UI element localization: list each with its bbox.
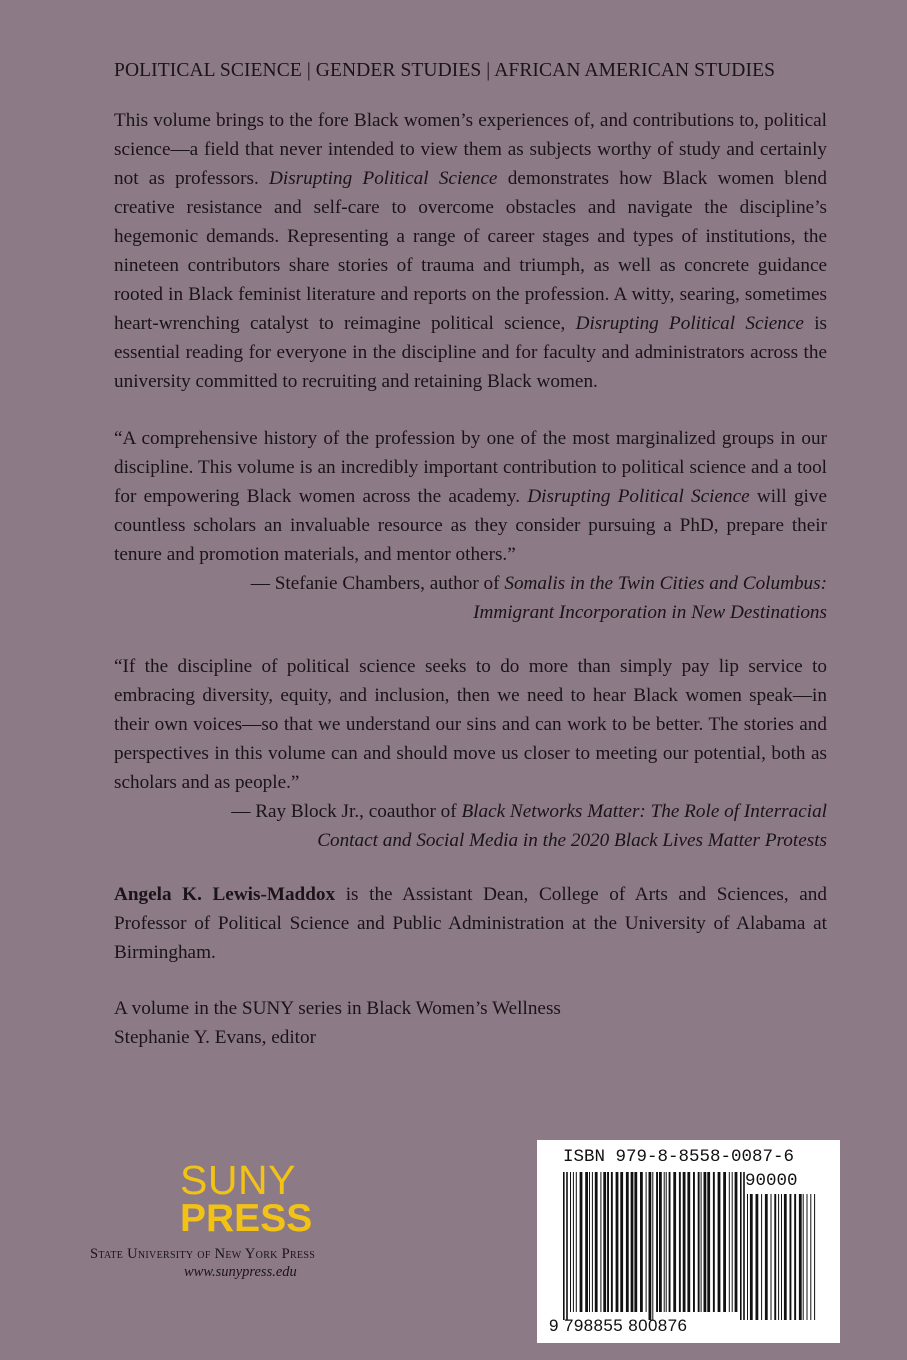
endorsement-quote-2: “If the discipline of political science seeks to do more than simply pay lip service to embracing diversity, equity, and inclusion, then we need to hear Black women speak—in their own voices—so that we understand our sins and can work to be better. The stories and perspectives in this volume can and should move us closer to meeting our potential, both as scholars and as people.”	[114, 656, 827, 793]
barcode-bar	[704, 1172, 707, 1312]
attribution-2-name: — Ray Block Jr., coauthor of	[231, 801, 462, 822]
barcode-bar	[603, 1172, 606, 1312]
attribution-2-book-line-1: Black Networks Matter: The Role of Interracial	[461, 801, 827, 822]
description-part-2: demonstrates how Black women blend creative resistance and self-care to overcome obstacles and navigate the discipline’s hegemonic demands. Representing a range of career stages and types of institutions, the nineteen contributors share stories of trauma and triumph, as well as concrete guidance rooted in Black feminist literature and reports on the profession. A witty, searing, sometimes heart-wrenching catalyst to reimagine political science,	[114, 168, 827, 334]
author-bio	[114, 880, 827, 967]
publisher-name: State University of New York Press	[90, 1246, 316, 1262]
barcode-bar	[585, 1172, 588, 1312]
logo-press-text: PRESS	[180, 1197, 313, 1240]
barcode-bar	[778, 1194, 779, 1320]
quote-1-part-1: “A comprehensive history of the profession by one of the most marginalized groups in our discipline. This volume is an incredibly important contribution to political science and a tool for empowering Black women across the academy.	[114, 428, 827, 507]
book-title-italic: Disrupting Political Science	[527, 486, 750, 507]
attribution-1-book-line-2: Immigrant Incorporation in New Destinations	[473, 602, 827, 623]
barcode-panel	[537, 1140, 840, 1343]
barcode-bar	[732, 1172, 733, 1312]
barcode-bar	[669, 1172, 671, 1312]
barcode-bar	[563, 1172, 565, 1320]
barcode-bar	[649, 1172, 652, 1320]
barcode-bar	[656, 1172, 658, 1312]
barcode-bar	[723, 1172, 726, 1312]
publisher-website: www.sunypress.edu	[184, 1264, 297, 1280]
barcode-bar	[616, 1172, 619, 1312]
barcode-bar	[589, 1172, 590, 1312]
barcode-bar	[607, 1172, 609, 1312]
barcode-bar	[765, 1194, 768, 1320]
isbn-label: ISBN 979-8-8558-0087-6	[563, 1147, 795, 1167]
barcode-bar	[713, 1172, 715, 1312]
quote-1-part-2: will give countless scholars an invaluable resource as they consider pursuing a PhD, prepare their tenure and promotion materials, and mentor others.”	[114, 486, 827, 565]
book-title-italic: Disrupting Political Science	[575, 313, 804, 334]
barcode-bar	[799, 1194, 802, 1320]
description-part-3: is essential reading for everyone in the discipline and for faculty and administrators across the university committed to recruiting and retaining Black women.	[114, 313, 827, 392]
series-info	[114, 994, 827, 1052]
endorsement-quote-1	[114, 424, 827, 569]
subject-categories: POLITICAL SCIENCE | GENDER STUDIES | AFRICAN AMERICAN STUDIES	[114, 60, 776, 81]
barcode-bar	[807, 1194, 808, 1320]
barcode-bar	[634, 1172, 637, 1312]
barcode-bar	[735, 1172, 738, 1312]
book-title-italic: Disrupting Political Science	[269, 168, 498, 189]
barcode-bar	[673, 1172, 676, 1312]
barcode-bar	[595, 1172, 598, 1312]
barcode-bar	[640, 1172, 643, 1312]
barcode-bar	[631, 1172, 634, 1312]
barcode-bar	[747, 1194, 748, 1320]
barcode-bar	[580, 1172, 583, 1312]
barcode-bar	[790, 1194, 792, 1320]
barcode-bar	[652, 1172, 653, 1320]
barcode-bar	[566, 1172, 568, 1320]
barcode-bar	[718, 1172, 721, 1312]
attribution-2-book-line-2: Contact and Social Media in the 2020 Black Lives Matter Protests	[317, 830, 827, 851]
author-name: Angela K. Lewis-Maddox	[114, 884, 336, 905]
barcode-bar	[664, 1172, 665, 1312]
barcode-bar	[781, 1194, 782, 1320]
series-editor: Stephanie Y. Evans, editor	[114, 1027, 316, 1048]
barcode-bar	[679, 1172, 681, 1312]
series-line: A volume in the SUNY series in Black Women’s Wellness	[114, 998, 561, 1019]
barcode-bar	[576, 1172, 577, 1312]
book-description	[114, 106, 827, 396]
barcode-bar	[698, 1172, 700, 1312]
barcode-bar	[761, 1194, 762, 1320]
author-bio-text: is the Assistant Dean, College of Arts and Sciences, and Professor of Political Science and Public Administration at the University of Alabama at Birmingham.	[114, 884, 827, 963]
barcode-bar	[626, 1172, 629, 1312]
barcode-bar	[570, 1172, 571, 1312]
barcode-bar	[729, 1172, 730, 1312]
ean-digits: 9 798855 800876	[549, 1316, 688, 1335]
barcode-bar	[573, 1172, 574, 1312]
barcode-bar	[600, 1172, 601, 1312]
barcode-bar	[659, 1172, 662, 1312]
description-part-1: This volume brings to the fore Black women’s experiences of, and contributions to, political science—a field that never intended to view them as subjects worthy of study and certainly not as professors.	[114, 110, 827, 189]
barcode-bar	[646, 1172, 647, 1312]
price-code: 90000	[745, 1171, 798, 1191]
barcode-bar	[701, 1172, 702, 1312]
barcode-bar	[620, 1172, 623, 1312]
logo-suny-text: SUNY	[180, 1157, 296, 1203]
barcode-bar	[810, 1194, 811, 1320]
barcode-bar	[756, 1194, 759, 1320]
attribution-1-name: — Stefanie Chambers, author of	[250, 573, 505, 594]
barcode-bar	[750, 1194, 753, 1320]
barcode-bar	[666, 1172, 667, 1312]
barcode-bar	[743, 1172, 745, 1320]
barcode-bar	[784, 1194, 787, 1320]
barcode-bar	[774, 1194, 776, 1320]
suny-press-logo	[90, 1157, 390, 1281]
barcode-bar	[707, 1172, 710, 1312]
barcode-bar	[683, 1172, 686, 1312]
barcode-bar	[814, 1194, 815, 1320]
barcode-bar	[693, 1172, 695, 1312]
barcode-bar	[592, 1172, 593, 1312]
barcode-bar	[803, 1194, 804, 1320]
barcode-bar	[794, 1194, 796, 1320]
attribution-1-book-line-1: Somalis in the Twin Cities and Columbus:	[504, 573, 827, 594]
barcode-bar	[771, 1194, 772, 1320]
endorsement-attribution-1	[114, 569, 827, 627]
back-cover-text	[114, 60, 827, 1052]
barcode-bar	[740, 1172, 742, 1320]
barcode-bar	[611, 1172, 613, 1312]
endorsement-attribution-2	[114, 797, 827, 855]
barcode-bar	[687, 1172, 690, 1312]
